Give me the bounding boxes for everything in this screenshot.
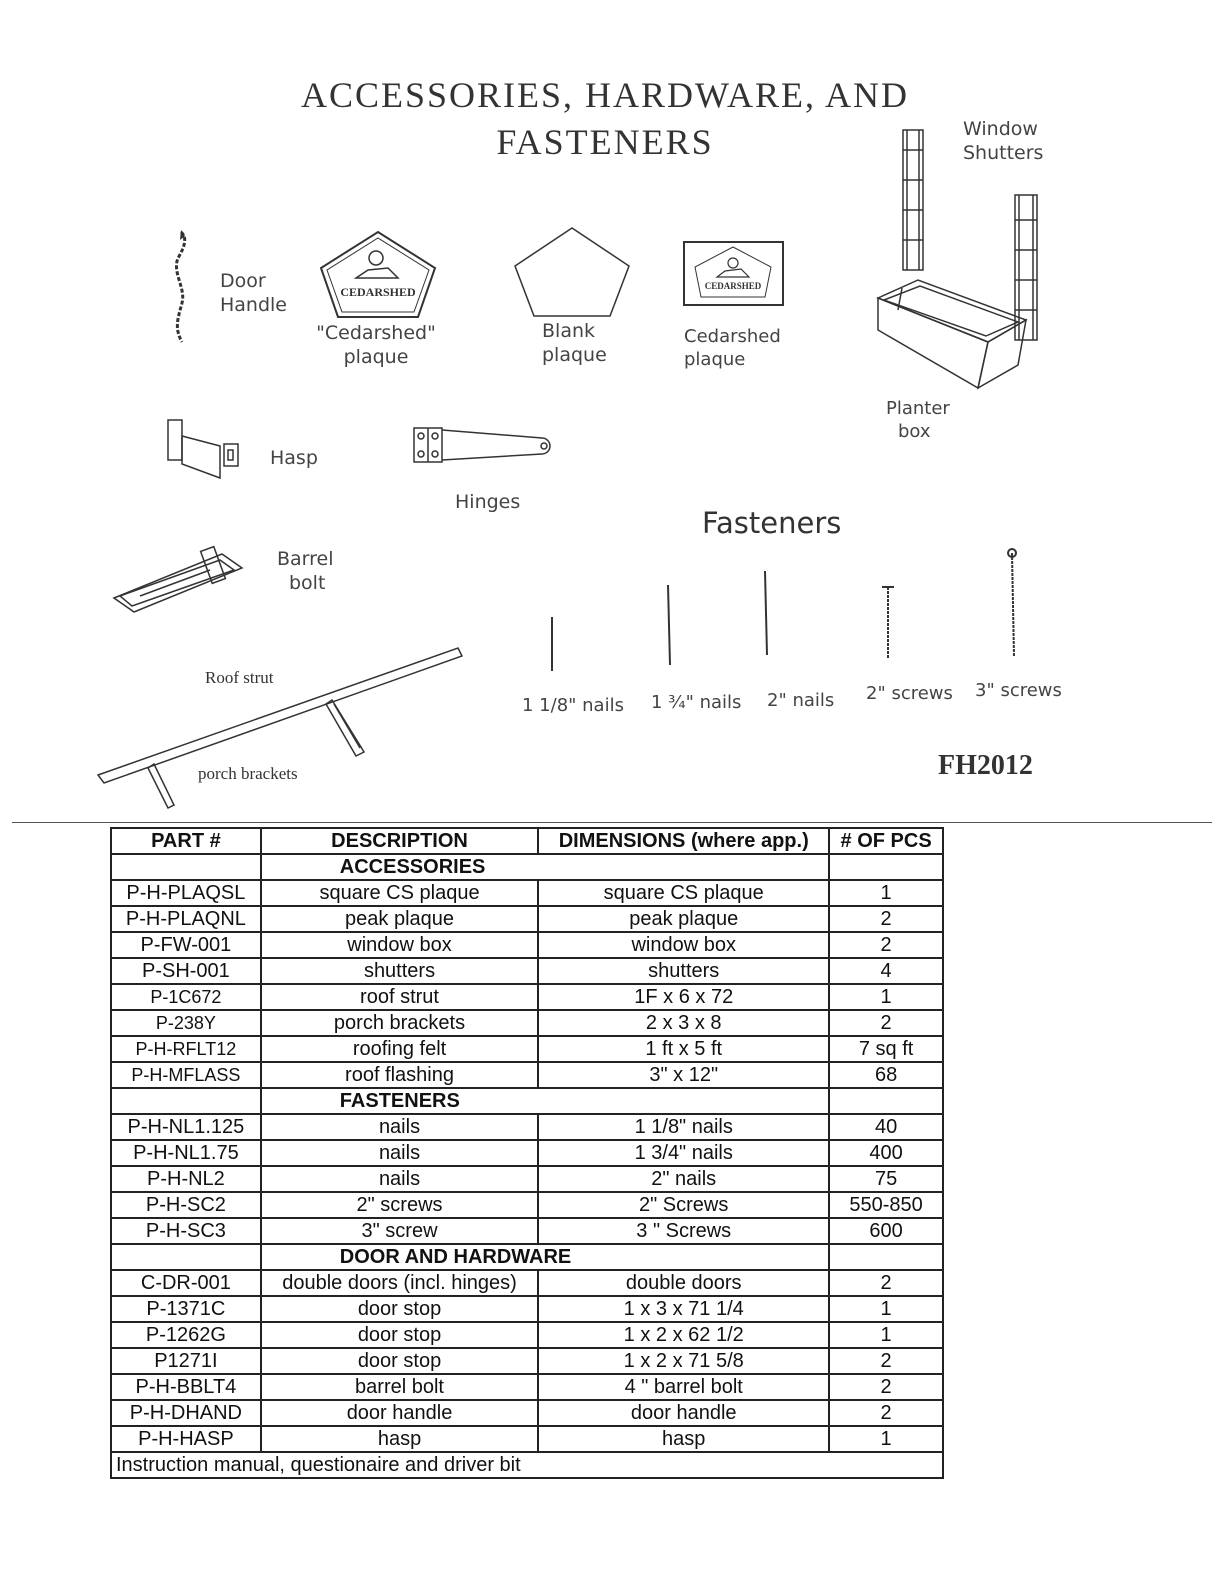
dimensions-cell: 3" x 12"	[538, 1062, 829, 1088]
section-spacer	[111, 1244, 261, 1270]
part-number-cell: P-H-NL1.125	[111, 1114, 261, 1140]
pieces-cell: 68	[829, 1062, 943, 1088]
table-row	[111, 1296, 943, 1322]
screws-2-label: 2" screws	[866, 683, 953, 704]
part-number-cell: P-H-SC2	[111, 1192, 261, 1218]
cedarshed-logo-text: CEDARSHED	[340, 285, 416, 299]
header-part-number: PART #	[111, 828, 261, 854]
pieces-cell: 400	[829, 1140, 943, 1166]
document-code: FH2012	[938, 750, 1033, 781]
pieces-cell: 2	[829, 1400, 943, 1426]
door-handle-illustration	[166, 228, 196, 346]
table-row	[111, 1348, 943, 1374]
description-cell: roof strut	[261, 984, 538, 1010]
part-number-cell: P-H-PLAQNL	[111, 906, 261, 932]
title-line-1: ACCESSORIES, HARDWARE, AND	[300, 75, 910, 115]
table-row	[111, 932, 943, 958]
table-row	[111, 1166, 943, 1192]
barrel-bolt-label: Barrel bolt	[277, 548, 334, 594]
cedarshed-plaque-label: Cedarshed plaque	[684, 326, 781, 370]
pieces-cell: 40	[829, 1114, 943, 1140]
dimensions-cell: 2 x 3 x 8	[538, 1010, 829, 1036]
part-number-cell: C-DR-001	[111, 1270, 261, 1296]
part-number-cell: P-H-NL2	[111, 1166, 261, 1192]
pieces-cell: 2	[829, 1010, 943, 1036]
description-cell: door handle	[261, 1400, 538, 1426]
pieces-cell: 1	[829, 1296, 943, 1322]
dimensions-cell: 1 3/4" nails	[538, 1140, 829, 1166]
section-header-row	[111, 1244, 943, 1270]
description-cell: shutters	[261, 958, 538, 984]
nails-2-label: 2" nails	[767, 690, 835, 711]
part-number-cell: P-H-DHAND	[111, 1400, 261, 1426]
section-spacer	[111, 854, 261, 880]
description-cell: barrel bolt	[261, 1374, 538, 1400]
planter-box-label: Planter box	[886, 398, 950, 442]
dimensions-cell: square CS plaque	[538, 880, 829, 906]
description-cell: window box	[261, 932, 538, 958]
part-number-cell: P1271I	[111, 1348, 261, 1374]
table-row	[111, 1010, 943, 1036]
table-row	[111, 880, 943, 906]
dimensions-cell: hasp	[538, 1426, 829, 1452]
part-number-cell: P-FW-001	[111, 932, 261, 958]
table-row	[111, 1426, 943, 1452]
description-cell: nails	[261, 1166, 538, 1192]
section-spacer	[829, 1244, 943, 1270]
pieces-cell: 2	[829, 1374, 943, 1400]
table-row	[111, 1192, 943, 1218]
planter-box-illustration	[878, 280, 1028, 395]
pieces-cell: 600	[829, 1218, 943, 1244]
description-cell: roofing felt	[261, 1036, 538, 1062]
dimensions-cell: 2" nails	[538, 1166, 829, 1192]
description-cell: door stop	[261, 1322, 538, 1348]
pieces-cell: 1	[829, 1322, 943, 1348]
pieces-cell: 7 sq ft	[829, 1036, 943, 1062]
dimensions-cell: 1 x 3 x 71 1/4	[538, 1296, 829, 1322]
table-row	[111, 1400, 943, 1426]
hinges-label: Hinges	[455, 491, 521, 513]
part-number-cell: P-1C672	[111, 984, 261, 1010]
pieces-cell: 75	[829, 1166, 943, 1192]
table-row	[111, 958, 943, 984]
pieces-cell: 2	[829, 906, 943, 932]
dimensions-cell: peak plaque	[538, 906, 829, 932]
description-cell: hasp	[261, 1426, 538, 1452]
footer-note: Instruction manual, questionaire and driver bit	[111, 1452, 943, 1478]
nail-1-3-4-icon	[668, 585, 670, 665]
table-row	[111, 906, 943, 932]
cedarshed-square-plaque	[683, 241, 785, 307]
table-footer-row	[111, 1452, 943, 1478]
barrel-bolt-illustration	[110, 546, 250, 616]
part-number-cell: P-H-HASP	[111, 1426, 261, 1452]
description-cell: 2" screws	[261, 1192, 538, 1218]
dimensions-cell: 1F x 6 x 72	[538, 984, 829, 1010]
section-spacer	[829, 854, 943, 880]
part-number-cell: P-238Y	[111, 1010, 261, 1036]
description-cell: 3" screw	[261, 1218, 538, 1244]
nail-2-icon	[765, 571, 767, 655]
pieces-cell: 2	[829, 932, 943, 958]
nails-1-1-8-label: 1 1/8" nails	[522, 695, 624, 716]
table-row	[111, 1270, 943, 1296]
section-divider	[12, 822, 1212, 823]
dimensions-cell: 1 x 2 x 62 1/2	[538, 1322, 829, 1348]
table-row	[111, 1218, 943, 1244]
pieces-cell: 4	[829, 958, 943, 984]
description-cell: roof flashing	[261, 1062, 538, 1088]
fasteners-heading: Fasteners	[702, 506, 842, 540]
pieces-cell: 1	[829, 880, 943, 906]
part-number-cell: P-H-NL1.75	[111, 1140, 261, 1166]
table-row	[111, 1374, 943, 1400]
table-row	[111, 984, 943, 1010]
part-number-cell: P-H-RFLT12	[111, 1036, 261, 1062]
header-dimensions: DIMENSIONS (where app.)	[538, 828, 829, 854]
description-cell: door stop	[261, 1348, 538, 1374]
dimensions-cell: 1 1/8" nails	[538, 1114, 829, 1140]
part-number-cell: P-H-SC3	[111, 1218, 261, 1244]
header-pieces: # OF PCS	[829, 828, 943, 854]
parts-table-body	[111, 854, 943, 1478]
fasteners-illustration	[540, 545, 1040, 675]
table-row	[111, 1036, 943, 1062]
dimensions-cell: 1 x 2 x 71 5/8	[538, 1348, 829, 1374]
description-cell: peak plaque	[261, 906, 538, 932]
part-number-cell: P-H-BBLT4	[111, 1374, 261, 1400]
nails-1-3-4-label: 1 ¾" nails	[651, 692, 742, 713]
cedarshed-peak-plaque	[318, 230, 438, 320]
section-title: FASTENERS	[261, 1088, 829, 1114]
part-number-cell: P-SH-001	[111, 958, 261, 984]
section-spacer	[829, 1088, 943, 1114]
dimensions-cell: 4 " barrel bolt	[538, 1374, 829, 1400]
table-header-row	[111, 828, 943, 854]
table-row	[111, 1140, 943, 1166]
dimensions-cell: shutters	[538, 958, 829, 984]
hasp-illustration	[164, 418, 244, 484]
part-number-cell: P-1371C	[111, 1296, 261, 1322]
section-title: ACCESSORIES	[261, 854, 829, 880]
cedarshed-square-logo-text: CEDARSHED	[704, 281, 762, 291]
title-line-2: FASTENERS	[496, 121, 714, 162]
dimensions-cell: double doors	[538, 1270, 829, 1296]
description-cell: porch brackets	[261, 1010, 538, 1036]
pieces-cell: 550-850	[829, 1192, 943, 1218]
dimensions-cell: door handle	[538, 1400, 829, 1426]
section-title: DOOR AND HARDWARE	[261, 1244, 829, 1270]
dimensions-cell: window box	[538, 932, 829, 958]
section-header-row	[111, 1088, 943, 1114]
description-cell: double doors (incl. hinges)	[261, 1270, 538, 1296]
section-header-row	[111, 854, 943, 880]
header-description: DESCRIPTION	[261, 828, 538, 854]
hasp-label: Hasp	[270, 447, 318, 469]
parts-table	[110, 827, 944, 1479]
cedarshed-quoted-plaque-label: "Cedarshed" plaque	[316, 322, 436, 368]
section-spacer	[111, 1088, 261, 1114]
description-cell: nails	[261, 1140, 538, 1166]
pieces-cell: 2	[829, 1270, 943, 1296]
screw-3-icon	[1012, 553, 1014, 657]
roof-strut-label: Roof strut	[205, 668, 274, 687]
dimensions-cell: 3 " Screws	[538, 1218, 829, 1244]
dimensions-cell: 2" Screws	[538, 1192, 829, 1218]
blank-plaque-illustration	[512, 226, 632, 318]
description-cell: door stop	[261, 1296, 538, 1322]
part-number-cell: P-H-PLAQSL	[111, 880, 261, 906]
door-handle-label: Door Handle	[220, 270, 288, 316]
part-number-cell: P-H-MFLASS	[111, 1062, 261, 1088]
porch-brackets-label: porch brackets	[198, 764, 298, 783]
pieces-cell: 1	[829, 1426, 943, 1452]
table-row	[111, 1322, 943, 1348]
roof-strut-illustration	[98, 640, 468, 810]
pieces-cell: 1	[829, 984, 943, 1010]
table-row	[111, 1062, 943, 1088]
page-title	[260, 72, 950, 166]
screws-3-label: 3" screws	[975, 680, 1062, 701]
dimensions-cell: 1 ft x 5 ft	[538, 1036, 829, 1062]
part-number-cell: P-1262G	[111, 1322, 261, 1348]
window-shutters-label: Window Shutters	[963, 118, 1044, 164]
hinges-illustration	[412, 424, 562, 468]
description-cell: nails	[261, 1114, 538, 1140]
table-row	[111, 1114, 943, 1140]
pieces-cell: 2	[829, 1348, 943, 1374]
description-cell: square CS plaque	[261, 880, 538, 906]
blank-plaque-label: Blank plaque	[542, 320, 607, 366]
